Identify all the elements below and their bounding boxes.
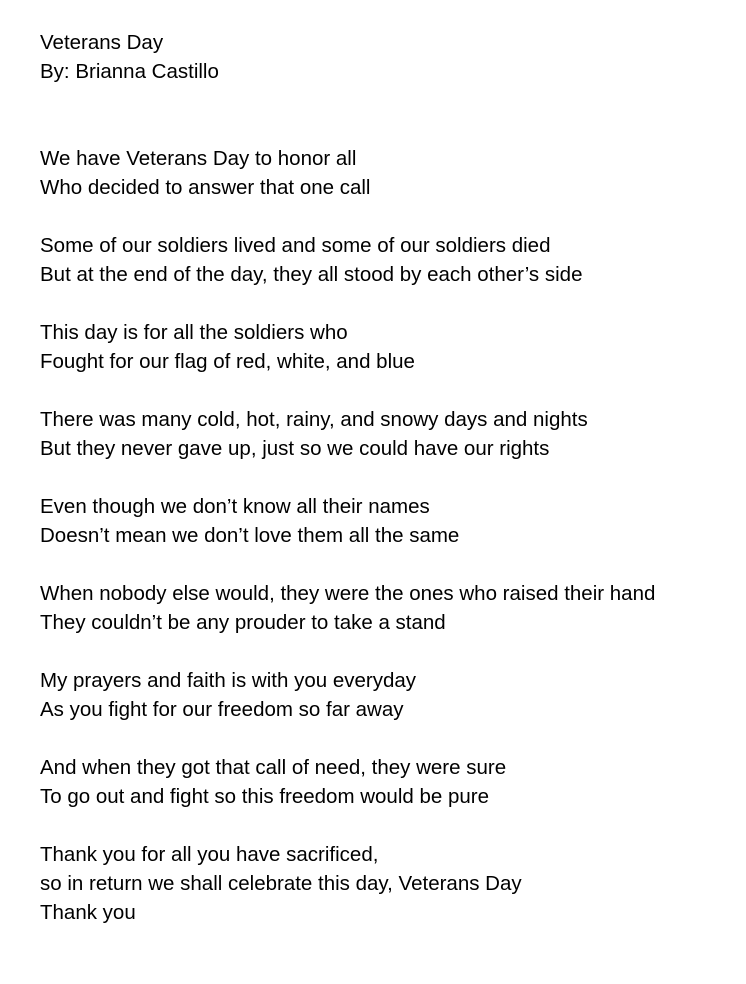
poem-byline: By: Brianna Castillo (40, 60, 219, 83)
poem-line: As you fight for our freedom so far away (40, 698, 404, 721)
stanza-2 (40, 231, 740, 289)
poem-line: Even though we don’t know all their names (40, 495, 430, 518)
poem-line: To go out and fight so this freedom would be pure (40, 785, 490, 808)
poem-line: We have Veterans Day to honor all (40, 147, 357, 170)
poem-header (40, 28, 740, 86)
poem-line: Thank you (40, 901, 136, 924)
poem-line: Some of our soldiers lived and some of our soldiers died (40, 234, 551, 257)
poem-line: This day is for all the soldiers who (40, 321, 348, 344)
poem-line: My prayers and faith is with you everyday (40, 669, 416, 692)
poem-line: There was many cold, hot, rainy, and snowy days and nights (40, 408, 588, 431)
poem-line: Doesn’t mean we don’t love them all the same (40, 524, 460, 547)
stanza-5 (40, 492, 740, 550)
poem-line: They couldn’t be any prouder to take a stand (40, 611, 446, 634)
stanza-4 (40, 405, 740, 463)
poem-line: When nobody else would, they were the ones who raised their hand (40, 582, 656, 605)
poem-line: Fought for our flag of red, white, and blue (40, 350, 415, 373)
stanza-3 (40, 318, 740, 376)
poem-line: Thank you for all you have sacrificed, (40, 843, 379, 866)
poem-line: And when they got that call of need, they were sure (40, 756, 507, 779)
poem-page (40, 28, 740, 927)
poem-line: But they never gave up, just so we could have our rights (40, 437, 550, 460)
stanza-8 (40, 753, 740, 811)
poem-line: But at the end of the day, they all stood by each other’s side (40, 263, 583, 286)
poem-line: so in return we shall celebrate this day, Veterans Day (40, 872, 522, 895)
stanza-6 (40, 579, 740, 637)
stanza-9 (40, 840, 740, 927)
poem-line: Who decided to answer that one call (40, 176, 371, 199)
stanza-7 (40, 666, 740, 724)
poem-title: Veterans Day (40, 31, 164, 54)
stanza-1 (40, 144, 740, 202)
